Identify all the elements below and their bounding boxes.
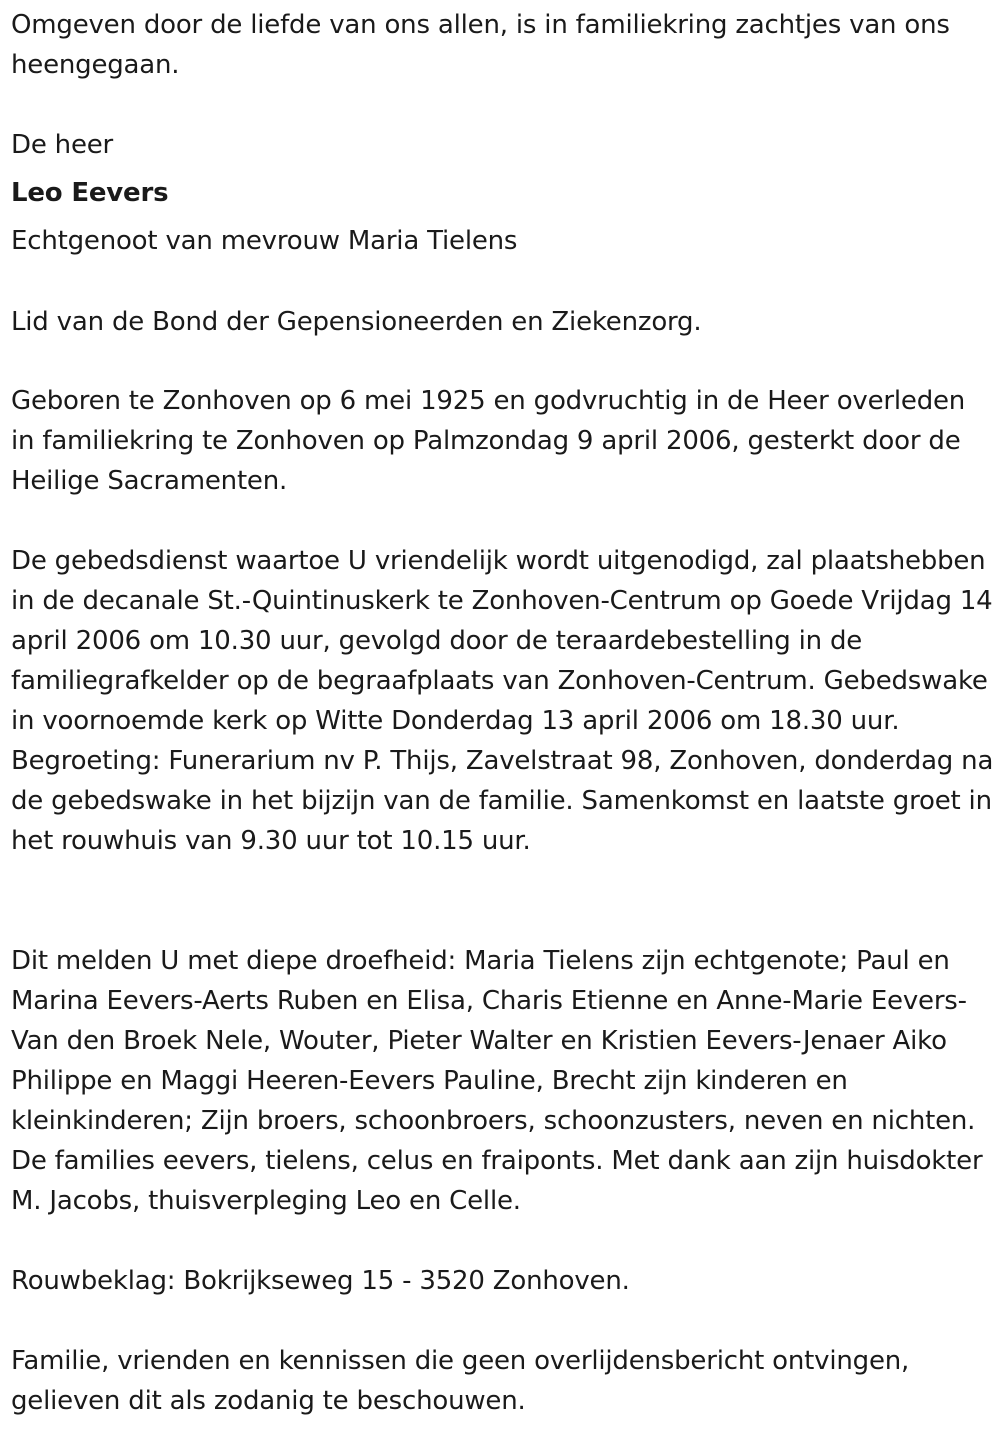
spouse-line: Echtgenoot van mevrouw Maria Tielens — [11, 226, 518, 256]
mourners-paragraph: Dit melden U met diepe droefheid: Maria Tielens zijn echtgenote; Paul en Marina Eevers-Aerts Ruben en Elisa, Charis Etienne en Anne-Marie Eevers-Van den Broek Nele, Wouter, Pieter Walter en Kristien Eevers-Jenaer Aiko Philippe en Maggi Heeren-Eevers Pauline, Brecht zijn kinderen en kleinkinderen; Zijn broers, schoonbroers, schoonzusters, neven en nichten. De families eevers, tielens, celus en fraiponts. Met dank aan zijn huisdokter M. Jacobs, thuisverpleging Leo en Celle. — [11, 946, 983, 1216]
title-prefix: De heer — [11, 130, 114, 160]
closing-paragraph: Familie, vrienden en kennissen die geen overlijdensbericht ontvingen, gelieven dit als zodanig te beschouwen. — [11, 1346, 910, 1416]
service-paragraph: De gebedsdienst waartoe U vriendelijk wordt uitgenodigd, zal plaatshebben in de decanale St.-Quintinuskerk te Zonhoven-Centrum op Goede Vrijdag 14 april 2006 om 10.30 uur, gevolgd door de teraardebestelling in de familiegrafkelder op de begraafplaats van Zonhoven-Centrum. Gebedswake in voornoemde kerk op Witte Donderdag 13 april 2006 om 18.30 uur. Begroeting: Funerarium nv P. Thijs, Zavelstraat 98, Zonhoven, donderdag na de gebedswake in het bijzijn van de familie. Samenkomst en laatste groet in het rouwhuis van 9.30 uur tot 10.15 uur. — [11, 546, 994, 856]
condolence-address: Rouwbeklag: Bokrijkseweg 15 - 3520 Zonhoven. — [11, 1266, 630, 1296]
birth-death-paragraph: Geboren te Zonhoven op 6 mei 1925 en godvruchtig in de Heer overleden in familiekring te Zonhoven op Palmzondag 9 april 2006, gesterkt door de Heilige Sacramenten. — [11, 386, 966, 496]
membership-paragraph: Lid van de Bond der Gepensioneerden en Ziekenzorg. — [11, 307, 702, 337]
deceased-name: Leo Eevers — [11, 178, 169, 208]
intro-paragraph: Omgeven door de liefde van ons allen, is in familiekring zachtjes van ons heengegaan. — [11, 10, 950, 80]
